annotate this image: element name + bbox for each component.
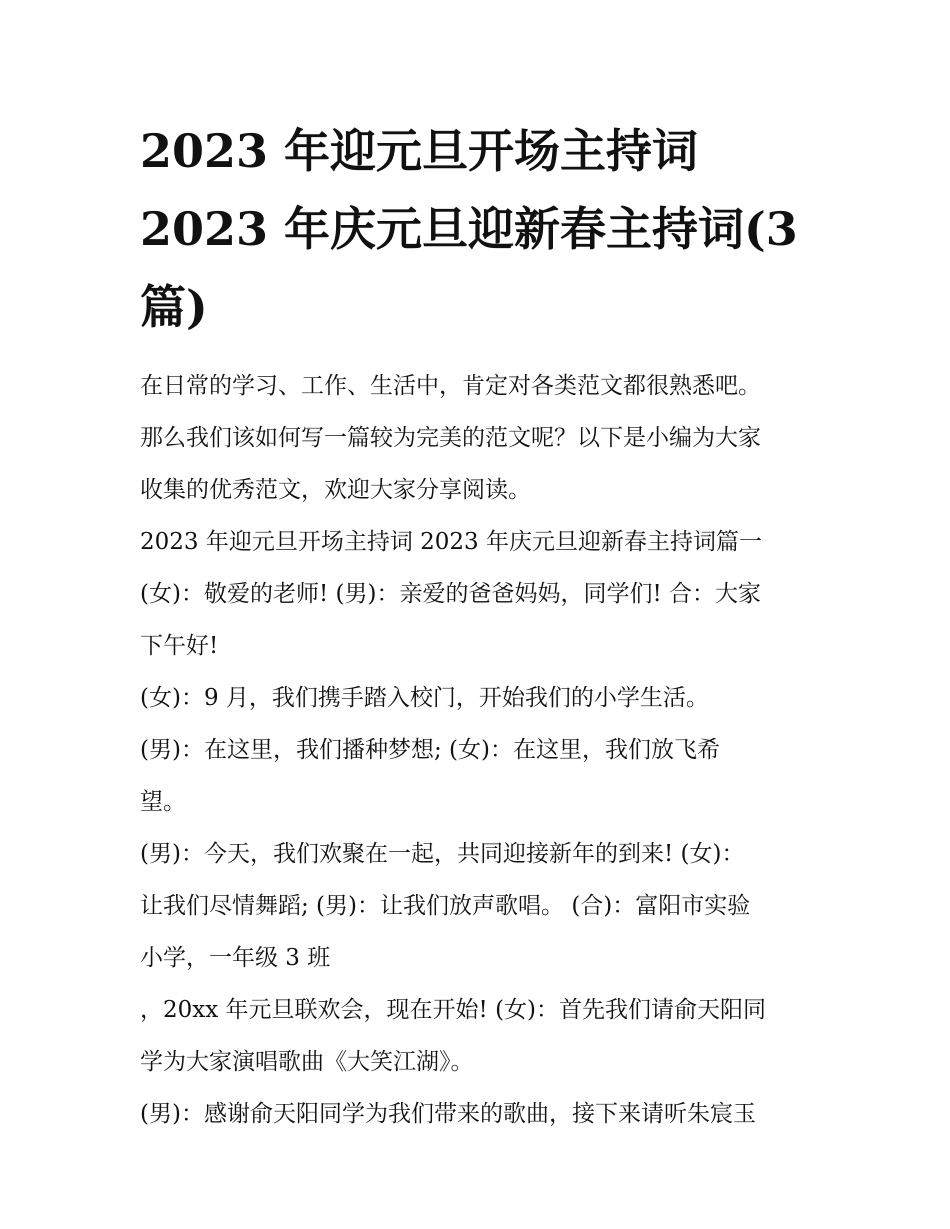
body-line: 学为大家演唱歌曲《大笑江湖》。 bbox=[140, 1049, 474, 1075]
body-line: 小学，一年级 3 班 bbox=[140, 945, 331, 971]
document-page bbox=[140, 112, 820, 1140]
body-line: 2023 年迎元旦开场主持词 2023 年庆元旦迎新春主持词篇一 bbox=[140, 529, 762, 555]
body-line: (男)：在这里，我们播种梦想; (女)：在这里，我们放飞希 bbox=[140, 737, 720, 763]
section-heading bbox=[140, 516, 820, 568]
title-line-3: 篇) bbox=[140, 280, 208, 334]
script-paragraph bbox=[140, 724, 820, 828]
body-line: (女)：9 月，我们携手踏入校门，开始我们的小学生活。 bbox=[140, 685, 709, 711]
intro-paragraph bbox=[140, 360, 820, 516]
body-line: (女)：敬爱的老师! (男)：亲爱的爸爸妈妈，同学们! 合：大家 bbox=[140, 581, 761, 607]
title-line-1: 2023 年迎元旦开场主持词 bbox=[140, 124, 699, 178]
body-line: 在日常的学习、工作、生活中，肯定对各类范文都很熟悉吧。 bbox=[140, 373, 761, 399]
body-line: 那么我们该如何写一篇较为完美的范文呢？以下是小编为大家 bbox=[140, 425, 761, 451]
script-paragraph bbox=[140, 568, 820, 672]
body-line: (男)：今天，我们欢聚在一起，共同迎接新年的到来! (女)： bbox=[140, 841, 745, 867]
body-line: 收集的优秀范文，欢迎大家分享阅读。 bbox=[140, 477, 531, 503]
script-paragraph bbox=[140, 828, 820, 1088]
script-paragraph bbox=[140, 672, 820, 724]
body-line: 望。 bbox=[140, 789, 186, 815]
body-line: 下午好! bbox=[140, 633, 219, 659]
body-line: ，20xx 年元旦联欢会，现在开始! (女)：首先我们请俞天阳同 bbox=[140, 997, 767, 1023]
script-paragraph bbox=[140, 1088, 820, 1140]
document-title bbox=[140, 112, 820, 346]
title-line-2: 2023 年庆元旦迎新春主持词(3 bbox=[140, 202, 798, 256]
document-body bbox=[140, 360, 820, 1140]
body-line: (男)：感谢俞天阳同学为我们带来的歌曲，接下来请听朱宸玉 bbox=[140, 1101, 756, 1127]
body-line: 让我们尽情舞蹈; (男)：让我们放声歌唱。 (合)：富阳市实验 bbox=[140, 893, 751, 919]
